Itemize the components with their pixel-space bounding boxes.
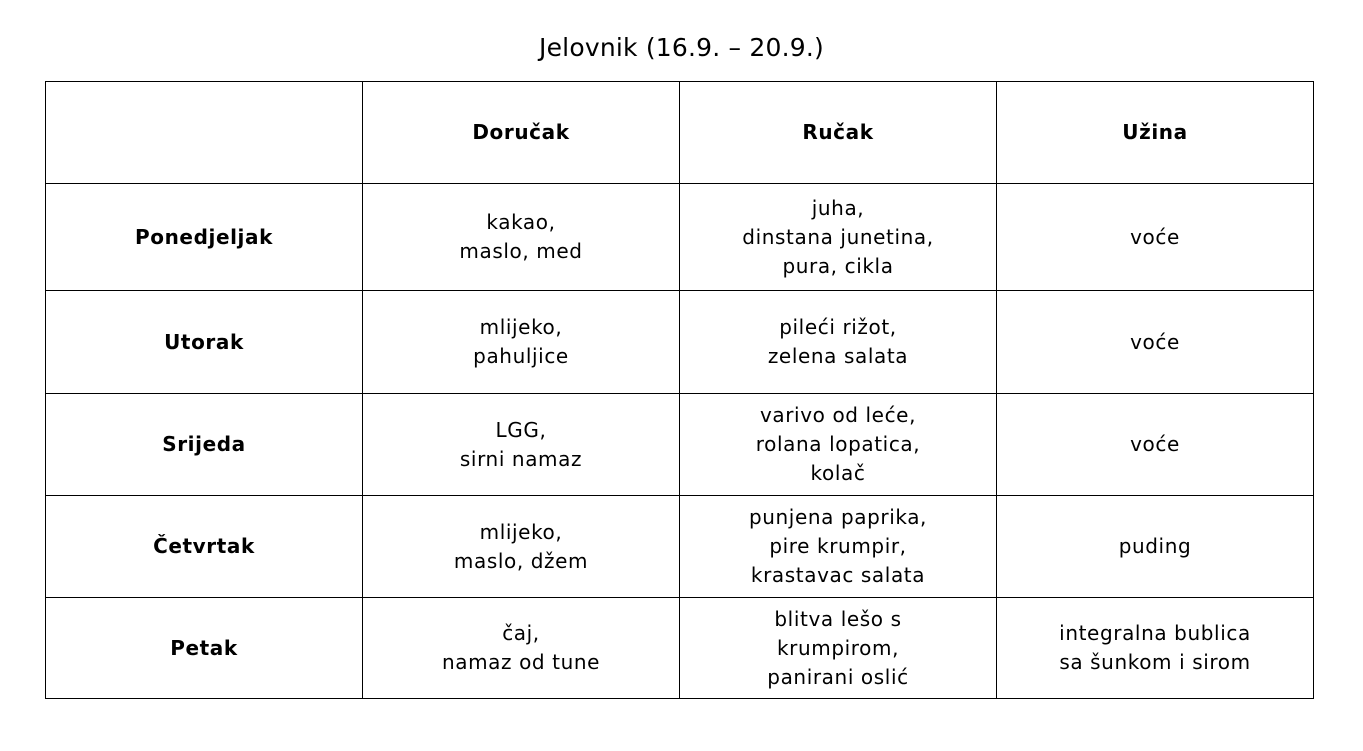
- rucak-cell: [680, 184, 997, 291]
- dorucak-cell: [363, 496, 680, 598]
- rucak-cell: [680, 291, 997, 394]
- cell-text: punjena paprika, pire krumpir, krastavac salata: [748, 505, 928, 587]
- cell-text: LGG, sirni namaz: [459, 417, 583, 471]
- day-cell: Utorak: [46, 291, 363, 394]
- day-cell: Petak: [46, 598, 363, 699]
- table-row: [46, 291, 1314, 394]
- cell-text: puding: [1118, 534, 1192, 558]
- header-row: [46, 82, 1314, 184]
- rucak-cell: [680, 598, 997, 699]
- header-cell-uzina: Užina: [997, 82, 1314, 184]
- dorucak-cell: [363, 394, 680, 496]
- dorucak-cell: [363, 598, 680, 699]
- header-cell-empty: [46, 82, 363, 184]
- cell-text: varivo od leće, rolana lopatica, kolač: [755, 403, 921, 485]
- table-row: [46, 598, 1314, 699]
- header-cell-dorucak: Doručak: [363, 82, 680, 184]
- cell-text: integralna bublica sa šunkom i sirom: [1059, 621, 1251, 674]
- cell-text: mlijeko, pahuljice: [473, 315, 569, 368]
- uzina-cell: [997, 598, 1314, 699]
- uzina-cell: [997, 496, 1314, 598]
- uzina-cell: [997, 394, 1314, 496]
- cell-text: voće: [1130, 329, 1180, 354]
- dorucak-cell: [363, 291, 680, 394]
- rucak-cell: [680, 496, 997, 598]
- cell-text: voće: [1130, 432, 1180, 456]
- day-cell: Srijeda: [46, 394, 363, 496]
- cell-text: blitva lešo s krumpirom, panirani oslić: [767, 606, 909, 689]
- cell-text: kakao, maslo, med: [459, 210, 583, 263]
- cell-text: voće: [1130, 224, 1180, 249]
- uzina-cell: [997, 184, 1314, 291]
- menu-table: [45, 81, 1314, 699]
- cell-text: mlijeko, maslo, džem: [453, 519, 589, 573]
- day-cell: Četvrtak: [46, 496, 363, 598]
- table-row: [46, 184, 1314, 291]
- uzina-cell: [997, 291, 1314, 394]
- table-row: [46, 394, 1314, 496]
- page-title: Jelovnik (16.9. – 20.9.): [539, 33, 824, 62]
- cell-text: pileći rižot, zelena salata: [767, 315, 909, 368]
- header-cell-rucak: Ručak: [680, 82, 997, 184]
- dorucak-cell: [363, 184, 680, 291]
- cell-text: juha, dinstana junetina, pura, cikla: [742, 195, 934, 278]
- cell-text: čaj, namaz od tune: [441, 621, 601, 674]
- day-cell: Ponedjeljak: [46, 184, 363, 291]
- rucak-cell: [680, 394, 997, 496]
- table-row: [46, 496, 1314, 598]
